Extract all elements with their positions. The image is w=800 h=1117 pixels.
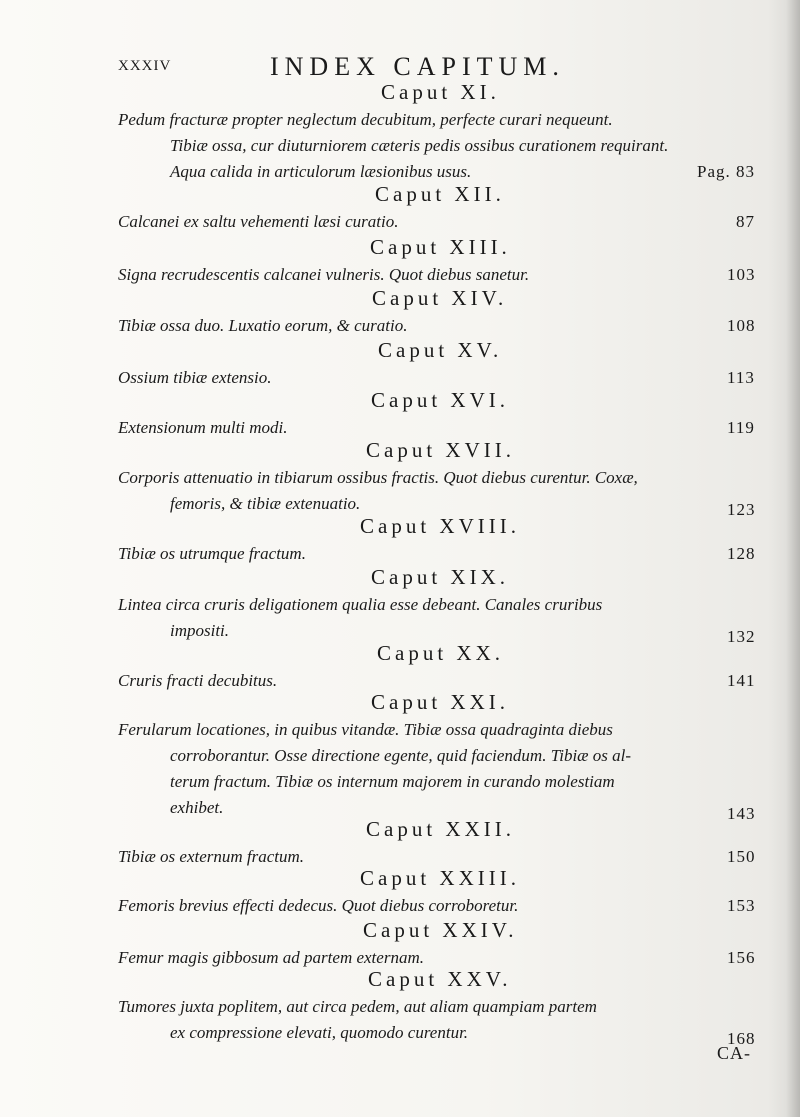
chapter-summary-line: femoris, & tibiæ extenuatio. [170, 494, 361, 513]
chapter-summary-line: Ossium tibiæ extensio. [118, 368, 272, 387]
chapter-heading: Caput XIII. [370, 235, 511, 259]
page-reference: 153 [727, 896, 756, 915]
chapter-summary-line: exhibet. [170, 798, 224, 817]
chapter-heading: Caput XI. [381, 80, 500, 104]
chapter-heading: Caput XXI. [371, 690, 509, 714]
chapter-summary-line: Aqua calida in articulorum læsionibus usus. [170, 162, 472, 181]
chapter-heading: Caput XVI. [371, 388, 509, 412]
chapter-summary-line: Tibiæ ossa duo. Luxatio eorum, & curatio. [118, 316, 408, 335]
chapter-heading: Caput XXV. [368, 967, 512, 991]
chapter-summary-line: impositi. [170, 621, 230, 640]
chapter-heading: Caput XXIII. [360, 866, 520, 890]
chapter-heading: Caput XIX. [371, 565, 509, 589]
chapter-heading: Caput XIV. [372, 286, 508, 310]
page-reference: 168 [727, 1029, 756, 1048]
chapter-summary-line: terum fractum. Tibiæ os internum majorem in curando molestiam [170, 772, 615, 791]
page-reference: 103 [727, 265, 756, 284]
page-reference: 150 [727, 847, 756, 866]
page-reference: 123 [727, 500, 756, 519]
chapter-summary-line: Tibiæ os externum fractum. [118, 847, 305, 866]
page-reference: Pag. 83 [697, 162, 755, 181]
chapter-heading: Caput XXIV. [363, 918, 518, 942]
chapter-heading: Caput XX. [377, 641, 504, 665]
chapter-summary-line: Tumores juxta poplitem, aut circa pedem, aut aliam quampiam partem [118, 997, 597, 1016]
chapter-summary-line: ex compressione elevati, quomodo curentur. [170, 1023, 469, 1042]
chapter-summary-line: Femur magis gibbosum ad partem externam. [118, 948, 424, 967]
chapter-heading: Caput XV. [378, 338, 503, 362]
page-reference: 108 [727, 316, 756, 335]
chapter-summary-line: Tibiæ ossa, cur diuturniorem cæteris pedis ossibus curationem requirant. [170, 136, 669, 155]
page-reference: 119 [727, 418, 755, 437]
chapter-summary-line: Calcanei ex saltu vehementi læsi curatio. [118, 212, 399, 231]
chapter-summary-line: Lintea circa cruris deligationem qualia esse debeant. Canales cruribus [118, 595, 603, 614]
page-header [118, 52, 618, 82]
chapter-summary-line: Corporis attenuatio in tibiarum ossibus fractis. Quot diebus curentur. Coxæ, [118, 468, 638, 487]
page-reference: 141 [727, 671, 756, 690]
chapter-summary-line: Pedum fracturæ propter neglectum decubitum, perfecte curari nequeunt. [118, 110, 613, 129]
page-reference: 156 [727, 948, 756, 967]
chapter-heading: Caput XVIII. [360, 514, 520, 538]
page-reference: 87 [736, 212, 755, 231]
chapter-summary-line: Femoris brevius effecti dedecus. Quot diebus corroboretur. [118, 896, 519, 915]
chapter-summary-line: Extensionum multi modi. [118, 418, 288, 437]
chapter-heading: Caput XII. [375, 182, 505, 206]
chapter-heading: Caput XXII. [366, 817, 515, 841]
chapter-summary-line: Tibiæ os utrumque fractum. [118, 544, 306, 563]
chapter-summary-line: Ferularum locationes, in quibus vitandæ. Tibiæ ossa quadraginta diebus [118, 720, 613, 739]
folio-number: XXXIV [118, 58, 172, 74]
catchword: CA- [717, 1043, 751, 1063]
chapter-heading: Caput XVII. [366, 438, 515, 462]
page-reference: 132 [727, 627, 756, 646]
chapter-summary-line: Signa recrudescentis calcanei vulneris. Quot diebus sanetur. [118, 265, 530, 284]
page-title: INDEX CAPITUM. [270, 52, 565, 81]
page-reference: 128 [727, 544, 756, 563]
page-reference: 113 [727, 368, 755, 387]
chapter-summary-line: corroborantur. Osse directione egente, quid faciendum. Tibiæ os al- [170, 746, 632, 765]
chapter-summary-line: Cruris fracti decubitus. [118, 671, 278, 690]
page-edge-shadow [786, 0, 800, 1117]
page-reference: 143 [727, 804, 756, 823]
